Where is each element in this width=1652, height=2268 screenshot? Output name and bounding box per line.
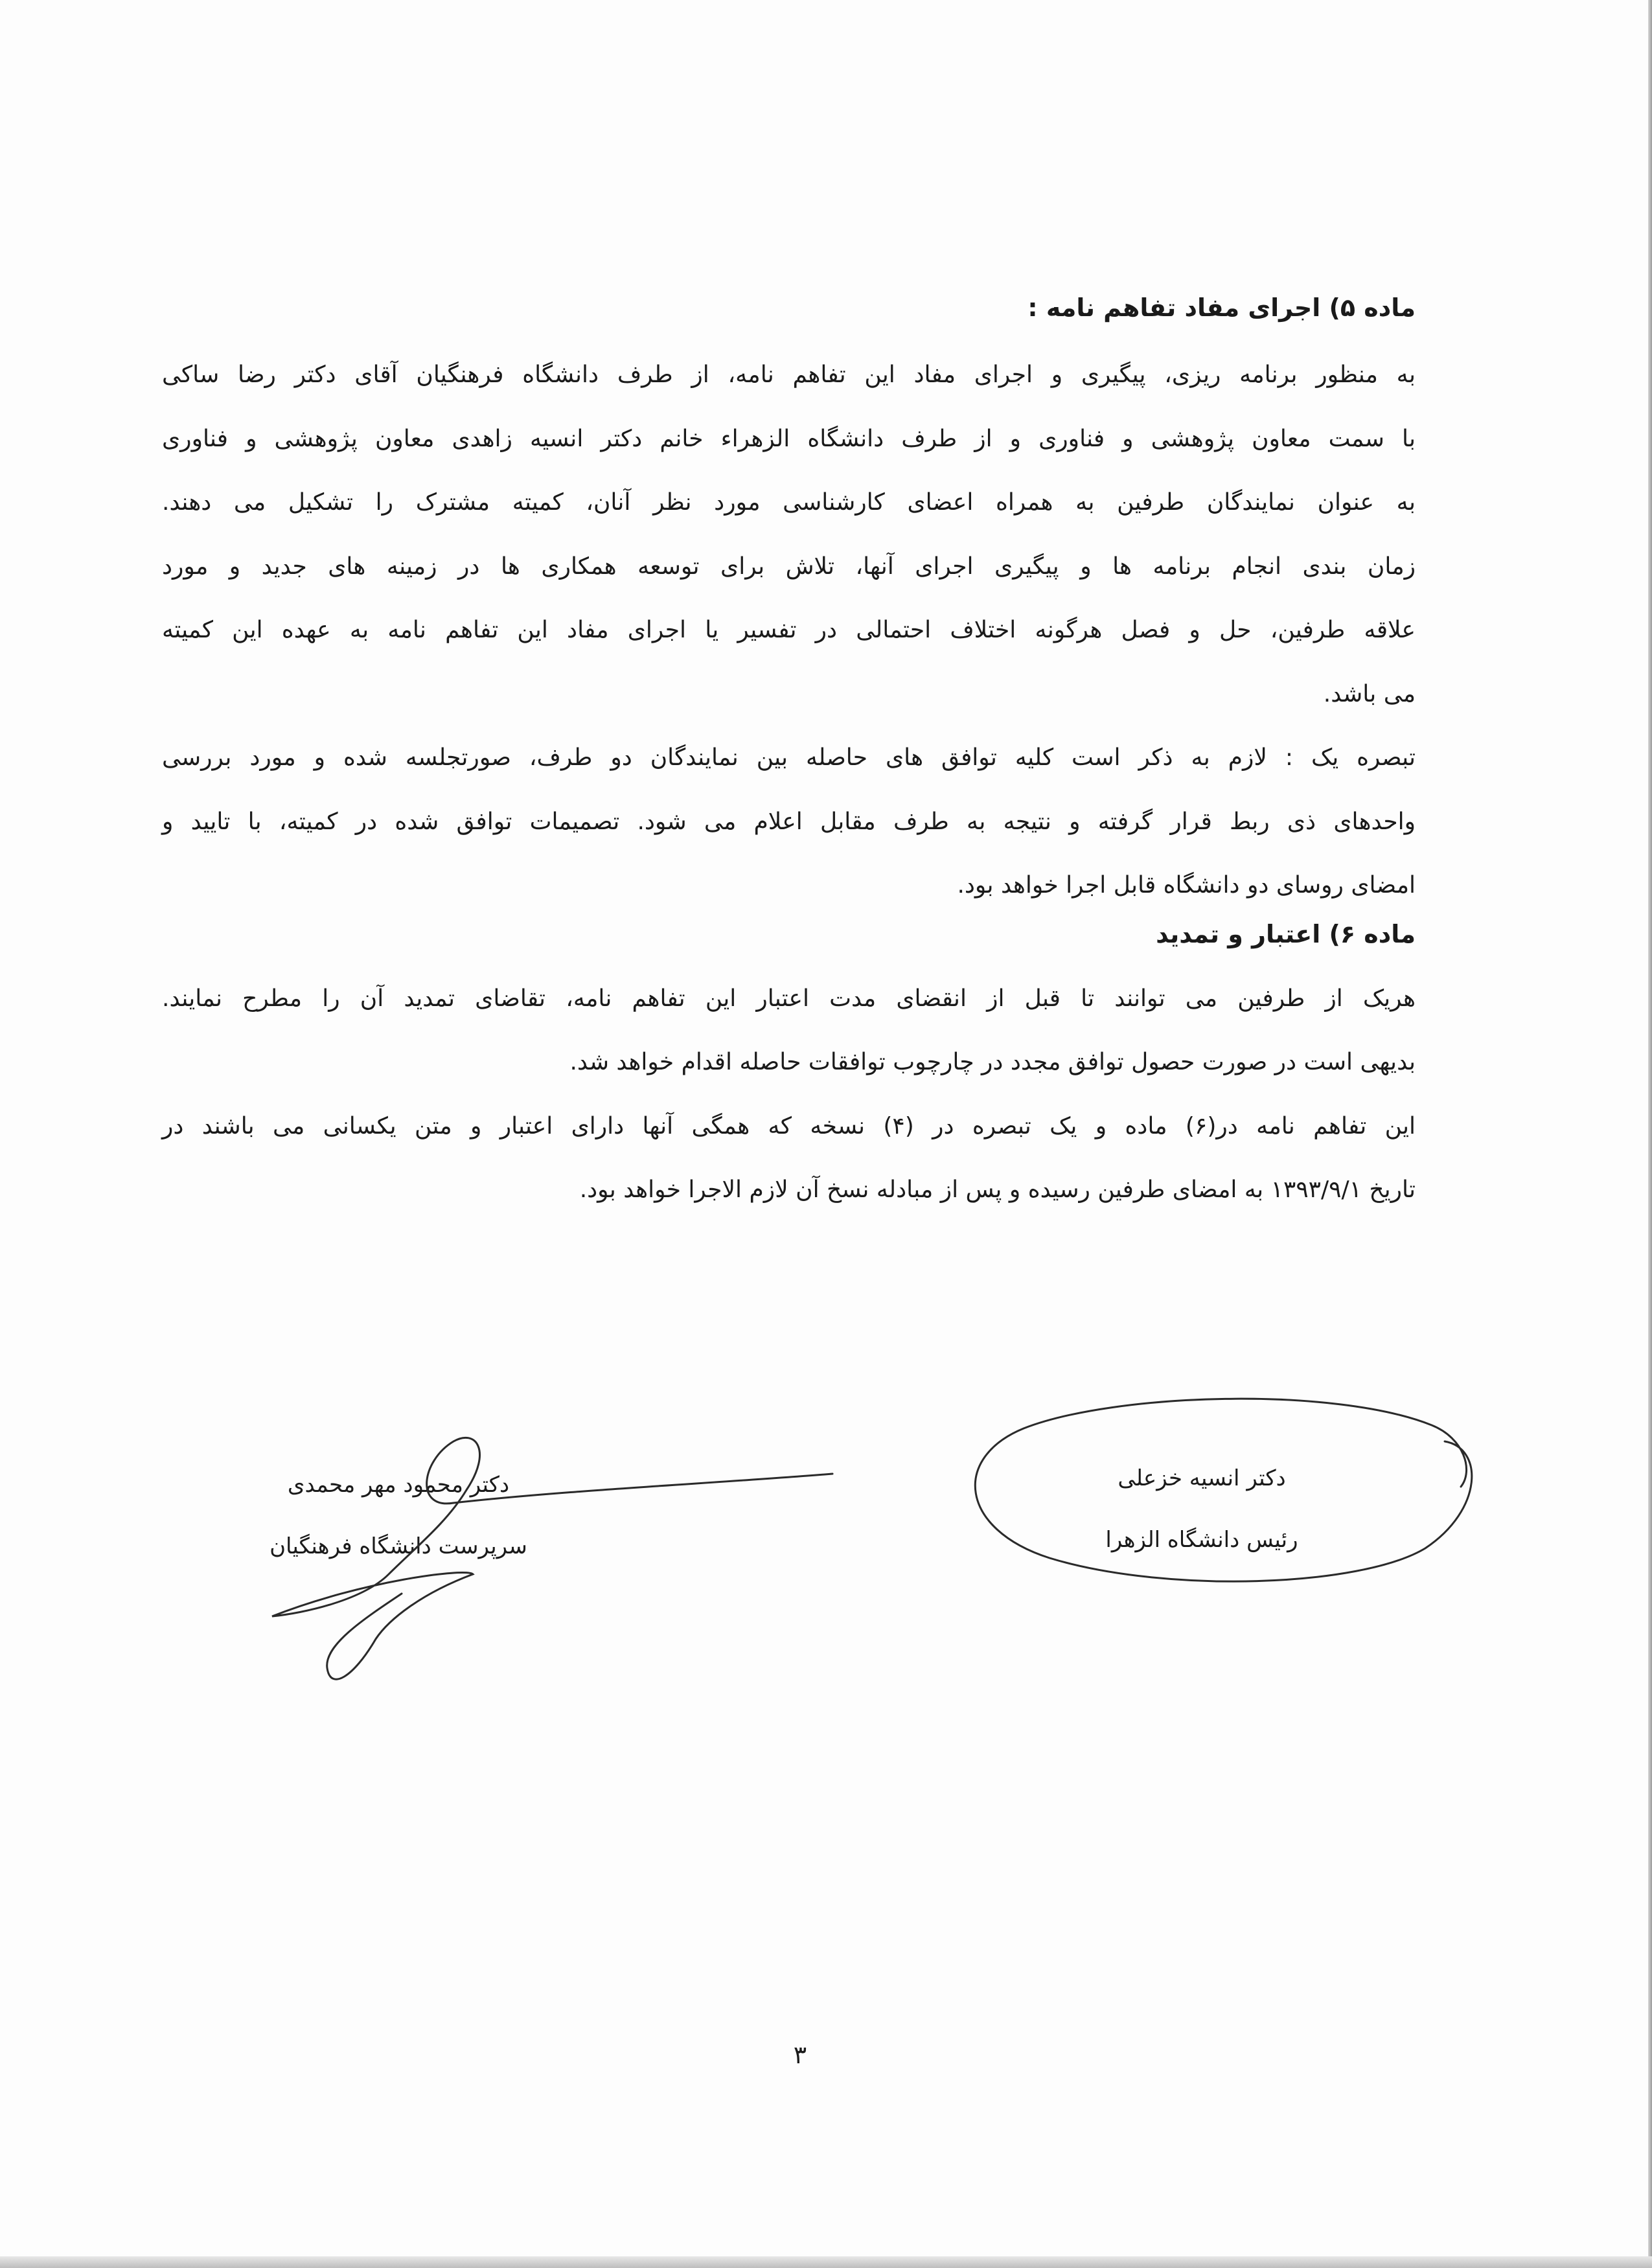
article-6-line-2: بدیهی است در صورت حصول توافق مجدد در چارچوب توافقات حاصله اقدام خواهد شد. [569,1049,1416,1075]
closing-line-2: تاریخ ۱۳۹۳/۹/۱ به امضای طرفین رسیده و پس از مبادله نسخ آن لازم الاجرا خواهد بود. [579,1176,1416,1203]
article-5-body [162,343,1416,726]
signature-block-alzahra [1066,1448,1338,1571]
article-5-heading: ماده ۵) اجرای مفاد تفاهم نامه : [1027,293,1416,322]
article-5-line-6: می باشد. [1323,680,1416,707]
article-5-note-line-2: واحدهای ذی ربط قرار گرفته و نتیجه به طرف مقابل اعلام می شود. تصمیمات توافق شده در کمیته، با تایید و [162,808,1416,835]
signatory-name-alzahra: دکتر انسیه خزعلی [1118,1465,1286,1491]
article-6-body [162,967,1416,1095]
page-number: ۳ [793,2041,807,2069]
article-5-line-3: به عنوان نمایندگان طرفین به همراه اعضای کارشناسی مورد نظر آنان، کمیته مشترک را تشکیل می دهند. [162,489,1416,516]
signatory-name-farhangian: دکتر محمود مهر محمدی [287,1472,510,1498]
article-5-line-5: علاقه طرفین، حل و فصل هرگونه اختلاف احتمالی در تفسیر یا اجرای مفاد این تفاهم نامه به عهده این کمیته [162,617,1416,643]
article-5-line-1: به منظور برنامه ریزی، پیگیری و اجرای مفاد این تفاهم نامه، از طرف دانشگاه فرهنگیان آقای دکتر رضا ساکی [162,361,1416,388]
document-body [162,292,1416,1222]
article-5-note [162,726,1416,918]
closing-paragraph [162,1095,1416,1222]
article-5-line-4: زمان بندی انجام برنامه ها و پیگیری اجرای آنها، تلاش برای توسعه همکاری ها در زمینه های جدید و مورد [162,553,1416,580]
article-5-note-line-1: تبصره یک : لازم به ذکر است کلیه توافق های حاصله بین نمایندگان دو طرف، صورتجلسه شده و مورد بررسی [162,744,1416,771]
article-6-line-1: هریک از طرفین می توانند تا قبل از انقضای مدت اعتبار این تفاهم نامه، تقاضای تمدید آن را مطرح نمایند. [162,985,1416,1012]
signatory-title-alzahra: رئیس دانشگاه الزهرا [1105,1527,1298,1553]
closing-line-1: این تفاهم نامه در(۶) ماده و یک تبصره در (۴) نسخه که همگی آنها دارای اعتبار و متن یکسانی می باشند در [162,1112,1416,1140]
article-6-heading: ماده ۶) اعتبار و تمدید [1156,919,1416,948]
signature-block-farhangian [236,1454,560,1577]
scan-edge-right [1648,0,1652,2268]
scan-edge-bottom [0,2256,1652,2268]
article-5-note-line-3: امضای روسای دو دانشگاه قابل اجرا خواهد بود. [957,872,1416,899]
signatory-title-farhangian: سرپرست دانشگاه فرهنگیان [270,1533,527,1559]
article-5-line-2: با سمت معاون پژوهشی و فناوری و از طرف دانشگاه الزهراء خانم دکتر انسیه زاهدی معاون پژوهشی و فناوری [162,425,1416,452]
